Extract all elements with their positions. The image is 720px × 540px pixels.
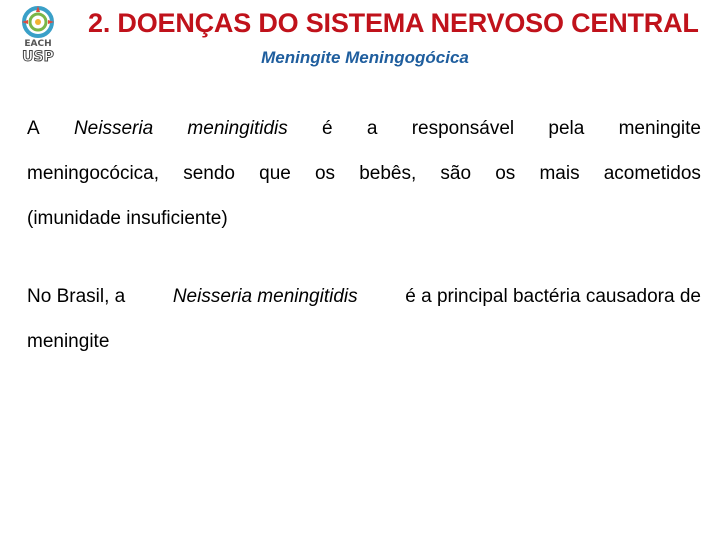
word: é [322, 118, 333, 139]
word-genus: Neisseria [73, 118, 154, 139]
word: pela [548, 118, 585, 139]
paragraph-2 [27, 274, 701, 364]
paragraph-2-line-2: meningite [27, 331, 110, 352]
word: os [495, 163, 516, 184]
logo-top-text: EACH [24, 39, 52, 49]
text-suffix: é a principal bactéria causadora de [405, 286, 701, 307]
paragraph-1-line-1 [27, 106, 701, 151]
word: são [440, 163, 472, 184]
logo-bottom-text: USP [22, 49, 54, 64]
logo-ring-icon [22, 6, 54, 36]
text-prefix: No Brasil, a [27, 286, 126, 307]
paragraph-2-line-1 [27, 274, 701, 319]
word: meningocócica, [27, 163, 160, 184]
word: sendo [183, 163, 235, 184]
word: meningite [618, 118, 701, 139]
page-subtitle: Meningite Meningogócica [261, 48, 469, 67]
word: que [259, 163, 291, 184]
word-species: meningitidis [187, 118, 288, 139]
word: responsável [411, 118, 515, 139]
word: bebês, [359, 163, 417, 184]
word: a [366, 118, 378, 139]
species-name: Neisseria meningitidis [172, 286, 358, 307]
word: A [27, 118, 40, 139]
paragraph-1-line-3: (imunidade insuficiente) [27, 208, 228, 229]
page-title: 2. DOENÇAS DO SISTEMA NERVOSO CENTRAL [88, 8, 699, 38]
paragraph-1 [27, 106, 701, 241]
paragraph-1-line-2 [27, 151, 701, 196]
word: os [314, 163, 336, 184]
word: mais [539, 163, 580, 184]
word: acometidos [603, 163, 701, 184]
